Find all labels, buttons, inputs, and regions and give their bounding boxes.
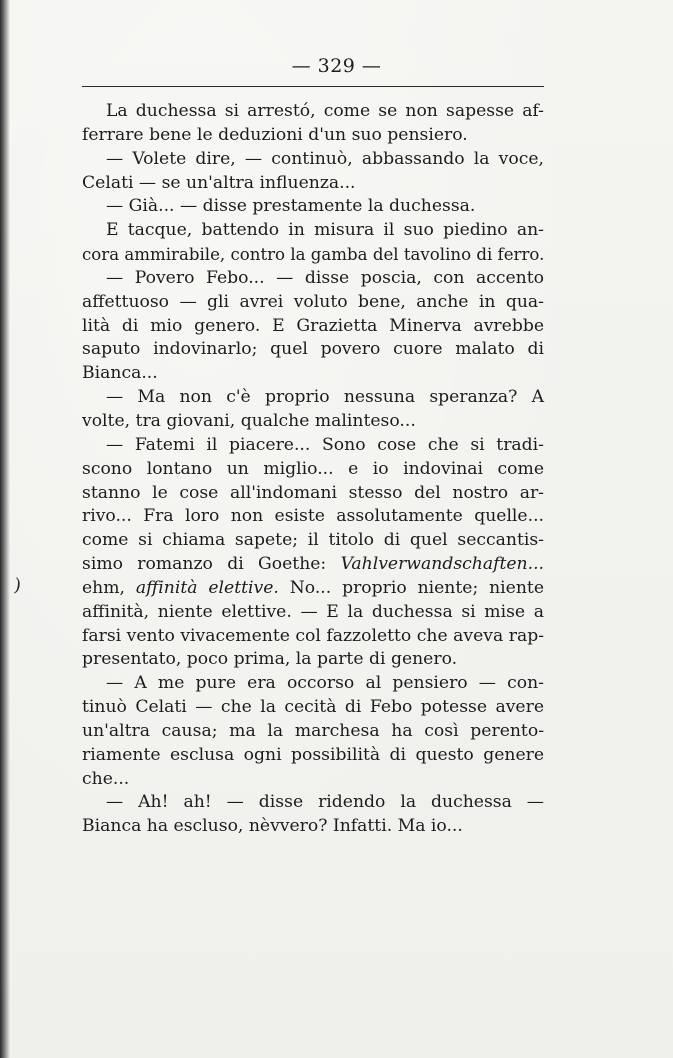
- text-line: lità di mio genero. E Grazietta Minerva avrebbe: [82, 315, 544, 336]
- text-line: tinuò Celati — che la cecità di Febo potesse avere: [82, 697, 544, 718]
- text-line: riamente esclusa ogni possibilità di questo genere: [82, 744, 544, 765]
- italic-title: affinità elettive.: [135, 577, 279, 598]
- text-line: come si chiama sapete; il titolo di quel seccantis-: [82, 530, 544, 551]
- page-edge-shadow: [0, 0, 10, 1058]
- page-number: — 329 —: [291, 55, 382, 77]
- margin-mark: ): [12, 574, 23, 597]
- text-line: ferrare bene le deduzioni d'un suo pensiero.: [82, 124, 468, 145]
- text-line: un'altra causa; ma la marchesa ha così perento-: [82, 720, 544, 741]
- text-line: — Povero Febo... — disse poscia, con accento: [106, 267, 544, 288]
- text-line: E tacque, battendo in misura il suo piedino an-: [106, 220, 544, 241]
- text-line: [82, 577, 544, 601]
- text-line: — Ah! ah! — disse ridendo la duchessa —: [106, 792, 544, 813]
- text-line: saputo indovinarlo; quel povero cuore malato di: [82, 339, 544, 360]
- text-line: — Già... — disse prestamente la duchessa.: [106, 196, 476, 217]
- text-line: stanno le cose all'indomani stesso del nostro ar-: [82, 482, 544, 503]
- text-segment: simo romanzo di Goethe:: [82, 554, 341, 575]
- text-line: — A me pure era occorso al pensiero — con-: [106, 673, 544, 694]
- text-line: rivo... Fra loro non esiste assolutamente quelle...: [82, 506, 544, 527]
- text-line: scono lontano un miglio... e io indovinai come: [82, 458, 544, 479]
- text-line: che...: [82, 768, 130, 789]
- italic-title: Vahlverwandschaften...: [340, 554, 544, 575]
- text-line: volte, tra giovani, qualche malinteso...: [82, 410, 416, 431]
- text-line: La duchessa si arrestó, come se non sapesse af-: [106, 101, 544, 121]
- header-rule: [82, 86, 544, 87]
- text-segment: No... proprio niente; niente: [278, 577, 544, 598]
- text-line: Celati — se un'altra influenza...: [82, 172, 356, 193]
- text-segment: ehm,: [82, 577, 136, 598]
- text-line: — Volete dire, — continuò, abbassando la voce,: [106, 148, 544, 169]
- text-line: affettuoso — gli avrei voluto bene, anche in qua-: [82, 291, 544, 312]
- text-line: Bianca ha escluso, nèvvero? Infatti. Ma io...: [82, 816, 463, 837]
- text-line: — Fatemi il piacere... Sono cose che si tradi-: [106, 434, 544, 455]
- text-line: cora ammirabile, contro la gamba del tavolino di ferro.: [82, 245, 545, 265]
- body-text: [82, 100, 544, 839]
- text-line: — Ma non c'è proprio nessuna speranza? A: [106, 387, 544, 408]
- text-line: affinità, niente elettive. — E la duchessa si mise a: [82, 601, 544, 622]
- text-line: Bianca...: [82, 363, 158, 384]
- text-line: presentato, poco prima, la parte di genero.: [82, 649, 458, 670]
- text-line: farsi vento vivacemente col fazzoletto che aveva rap-: [82, 625, 544, 646]
- text-line: [82, 553, 544, 577]
